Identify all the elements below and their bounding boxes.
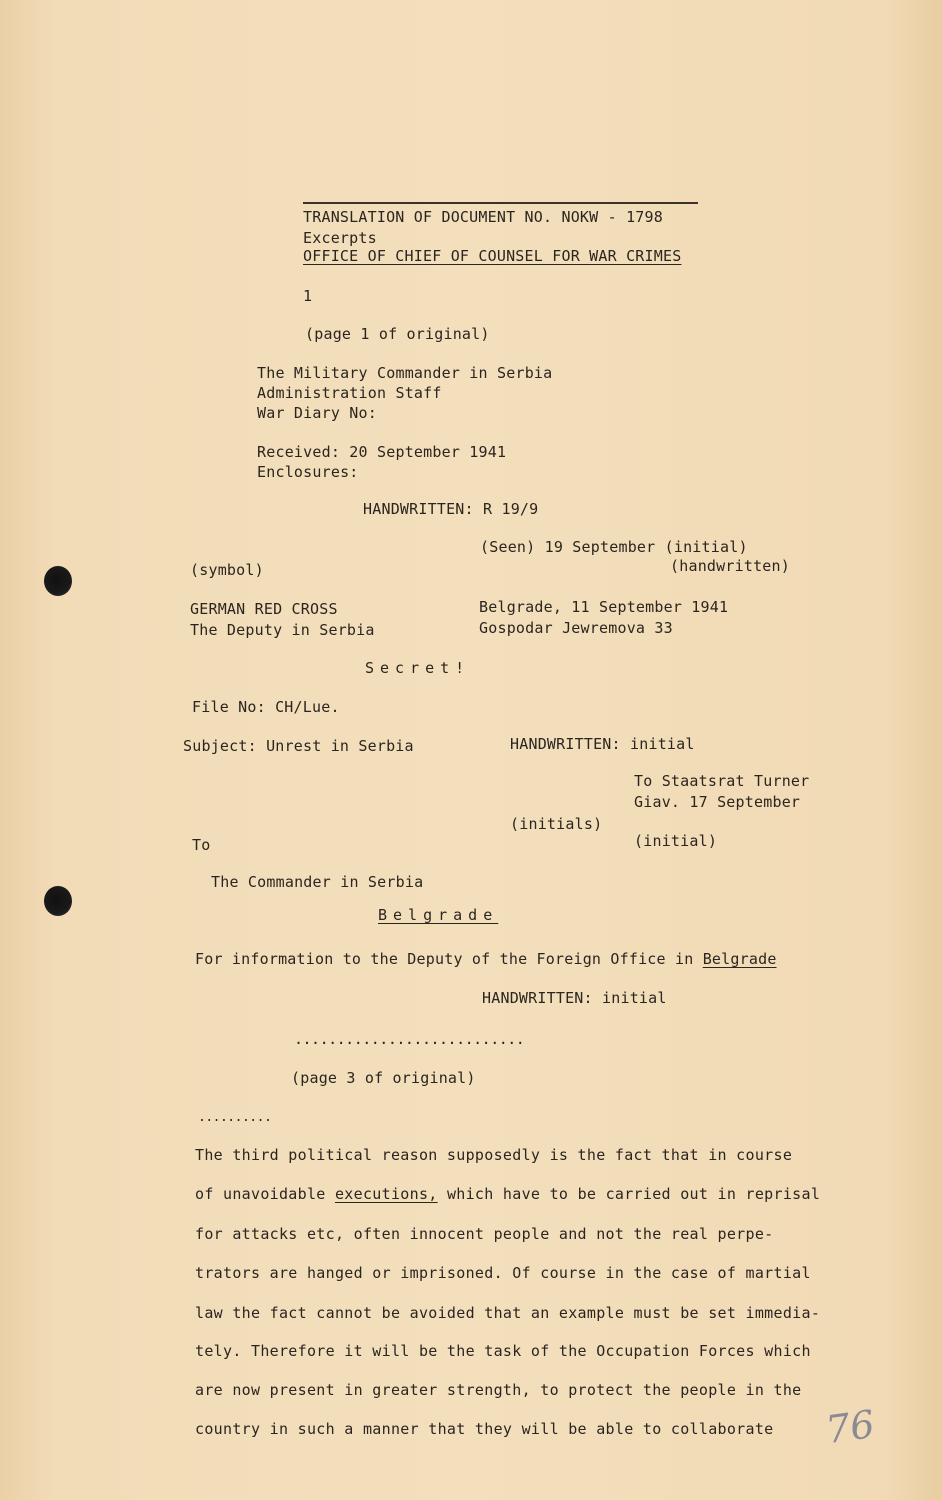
pencil-page-mark: 76 [823,1401,878,1453]
office-heading: OFFICE OF CHIEF OF COUNSEL FOR WAR CRIMES [303,247,682,265]
addressee-line-3: War Diary No: [257,404,377,422]
body-line-8: country in such a manner that they will be able to collaborate [195,1420,774,1438]
giav-date: Giav. 17 September [634,793,801,811]
header-top-rule [303,202,698,204]
to-label: To [192,836,211,854]
page3-label: (page 3 of original) [291,1069,476,1087]
symbol-label: (symbol) [190,561,264,579]
to-staatsrat: To Staatsrat Turner [634,772,810,790]
information-text: For information to the Deputy of the Foreign Office in [195,950,703,968]
enclosures-label: Enclosures: [257,463,359,481]
file-number: File No: CH/Lue. [192,698,340,716]
page-number: 1 [303,287,313,305]
punch-hole-top [44,566,72,596]
sender-org: GERMAN RED CROSS [190,600,338,618]
initial-label: (initial) [634,832,718,850]
classification-secret: Secret! [365,659,471,677]
page1-label: (page 1 of original) [305,325,490,343]
initials-label: (initials) [510,815,603,833]
information-line [195,950,777,968]
handwritten-tag: (handwritten) [670,557,790,575]
executions-word: executions, [334,1185,438,1203]
body-line-6: tely. Therefore it will be the task of the Occupation Forces which [195,1342,811,1360]
handwritten-reference: HANDWRITTEN: R 19/9 [363,500,539,518]
sender-role: The Deputy in Serbia [190,621,375,639]
addressee-line-2: Administration Staff [257,384,442,402]
information-place: Belgrade [702,950,777,968]
dotted-separator: ........................... [294,1030,525,1048]
body-line-1: The third political reason supposedly is the fact that in course [195,1146,793,1164]
received-date: Received: 20 September 1941 [257,443,507,461]
body-line-4: trators are hanged or imprisoned. Of course in the case of martial [195,1264,811,1282]
body-line-2: of unavoidable executions, which have to be carried out in reprisal [195,1185,821,1203]
place-date: Belgrade, 11 September 1941 [479,598,729,616]
handwritten-initial-2: HANDWRITTEN: initial [482,989,667,1007]
short-dotted-separator: .......... [198,1110,272,1125]
body-line-3: for attacks etc, often innocent people and not the real perpe- [195,1225,774,1243]
subject-line: Subject: Unrest in Serbia [183,737,414,755]
punch-hole-bottom [44,886,72,916]
belgrade-destination: Belgrade [378,906,499,924]
excerpts-label: Excerpts [303,229,377,247]
commander-line: The Commander in Serbia [211,873,424,891]
body-line-5: law the fact cannot be avoided that an example must be set immedia- [195,1304,821,1322]
addressee-line-1: The Military Commander in Serbia [257,364,553,382]
handwritten-initial: HANDWRITTEN: initial [510,735,695,753]
sender-address: Gospodar Jewremova 33 [479,619,673,637]
document-title: TRANSLATION OF DOCUMENT NO. NOKW - 1798 [303,208,663,226]
body-line-7: are now present in greater strength, to protect the people in the [195,1381,802,1399]
seen-line: (Seen) 19 September (initial) [480,538,748,556]
